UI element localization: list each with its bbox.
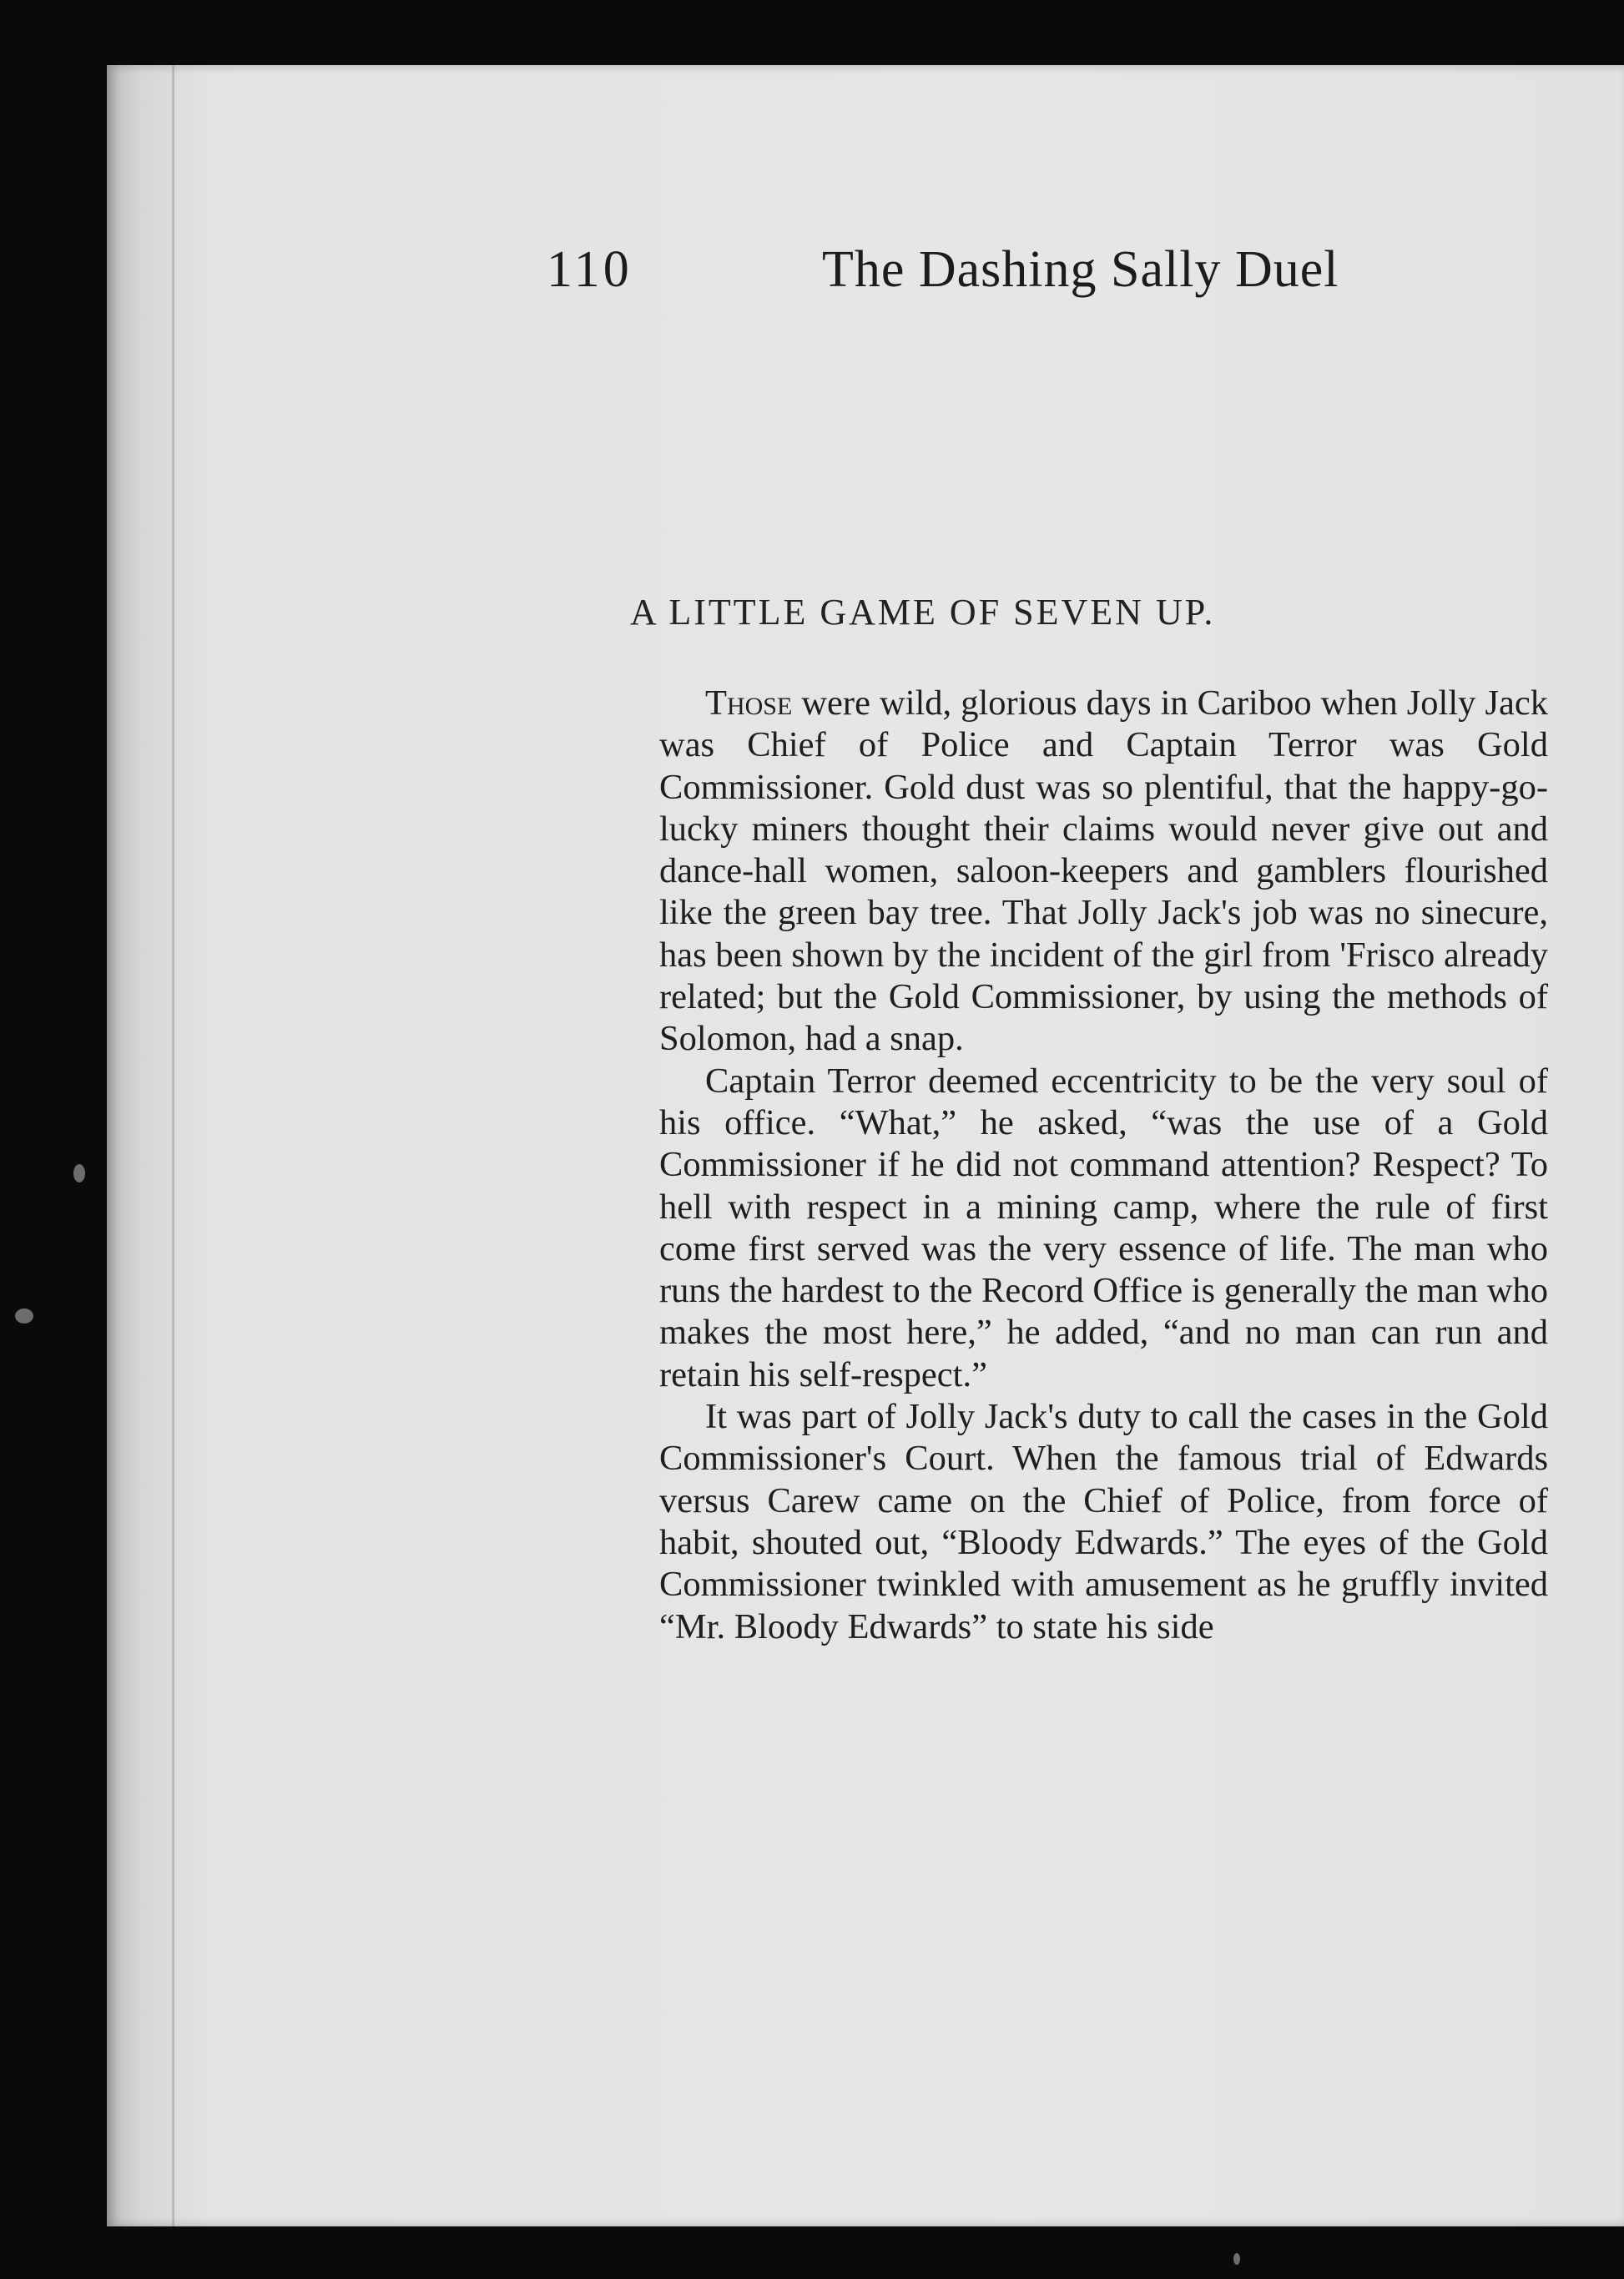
paragraph-1	[659, 683, 1548, 1061]
page-gutter	[172, 65, 174, 2226]
running-head	[547, 240, 1373, 332]
book-title: The Dashing Sally Duel	[822, 241, 1339, 298]
paragraph-3-text: It was part of Jolly Jack's duty to call the cases in the Gold Commissioner's Court. When the famous trial of Edwards versus Carew came on the Chief of Police, from force of habit, shouted out, “Bloody Edwards.” The eyes of the Gold Commissioner twinkled with amusement as he gruffly invited “Mr. Bloody Edwards” to state his side	[659, 1397, 1548, 1646]
opening-word: Those	[705, 683, 793, 723]
scan-speck	[73, 1164, 85, 1182]
scan-speck	[1233, 2253, 1240, 2265]
page-number: 110	[547, 241, 633, 298]
paragraph-3	[659, 1396, 1548, 1648]
paragraph-2-text: Captain Terror deemed eccentricity to be the very soul of his office. “What,” he asked, “was the use of a Gold Commissioner if he did not command attention? Respect? To hell with respect in a mining camp, where the rule of first come first served was the very essence of life. The man who runs the hardest to the Record Office is generally the man who makes the most here,” he added, “and no man can run and retain his self-respect.”	[659, 1061, 1548, 1394]
paragraph-2	[659, 1061, 1548, 1396]
paragraph-1-text: were wild, glorious days in Cariboo when Jolly Jack was Chief of Police and Captain Terror was Gold Commissioner. Gold dust was so plentiful, that the happy-go-lucky miners thought their claims would never give out and dance-hall women, saloon-keepers and gamblers flourished like the green bay tree. That Jolly Jack's job was no sinecure, has been shown by the incident of the girl from 'Frisco already related; but the Gold Commissioner, by using the methods of Solomon, had a snap.	[659, 683, 1548, 1059]
scan-speck	[15, 1308, 33, 1324]
body-text	[659, 683, 1548, 1648]
chapter-title: A LITTLE GAME OF SEVEN UP.	[630, 592, 1216, 633]
